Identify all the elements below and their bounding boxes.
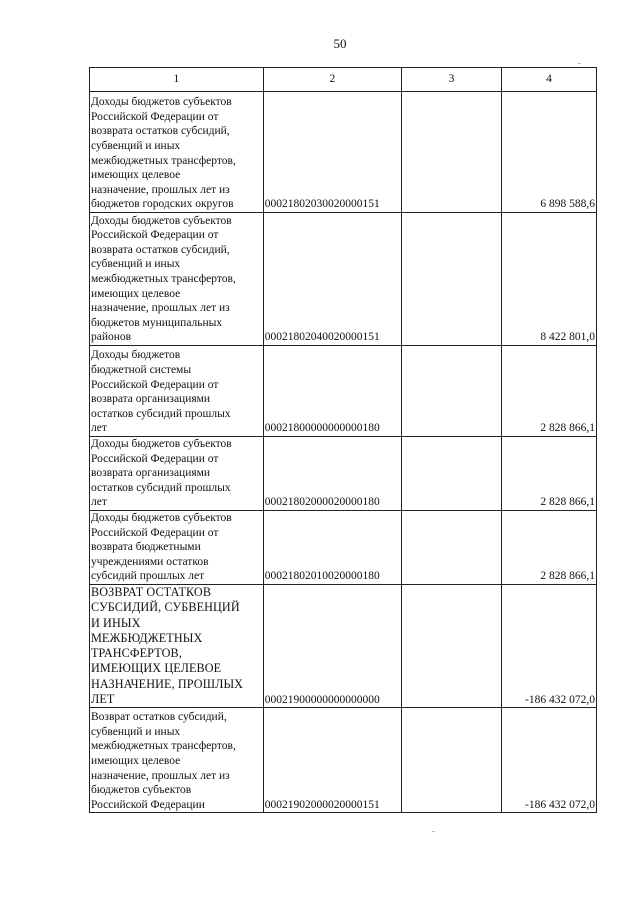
row-name: Доходы бюджетов бюджетной системы Российской Федерации от возврата организациями остатков субсидий прошлых лет xyxy=(90,346,264,437)
row-amount: -186 432 072,0 xyxy=(502,585,597,708)
column-header-3: 3 xyxy=(402,68,502,92)
table-row xyxy=(90,708,597,813)
row-col3 xyxy=(402,346,502,437)
row-code: 00021802040020000151 xyxy=(263,213,401,346)
row-col3 xyxy=(402,585,502,708)
table-row xyxy=(90,92,597,213)
row-code: 00021902000020000151 xyxy=(263,708,401,813)
page-number: 50 xyxy=(333,36,347,51)
row-name: Возврат остатков субсидий, субвенций и иных межбюджетных трансфертов, имеющих целевое назначение, прошлых лет из бюджетов субъектов Российской Федерации xyxy=(90,708,264,813)
row-code: 00021802010020000180 xyxy=(263,511,401,585)
row-col3 xyxy=(402,437,502,511)
row-amount: 2 828 866,1 xyxy=(502,437,597,511)
table-row xyxy=(90,511,597,585)
row-amount: 6 898 588,6 xyxy=(502,92,597,213)
row-col3 xyxy=(402,213,502,346)
row-name: Доходы бюджетов субъектов Российской Федерации от возврата бюджетными учреждениями остатков субсидий прошлых лет xyxy=(90,511,264,585)
row-col3 xyxy=(402,708,502,813)
row-name: Доходы бюджетов субъектов Российской Федерации от возврата организациями остатков субсидий прошлых лет xyxy=(90,437,264,511)
row-amount: 8 422 801,0 xyxy=(502,213,597,346)
row-code: 00021900000000000000 xyxy=(263,585,401,708)
row-code: 00021800000000000180 xyxy=(263,346,401,437)
row-name: Доходы бюджетов субъектов Российской Федерации от возврата остатков субсидий, субвенций и иных межбюджетных трансфертов, имеющих целевое назначение, прошлых лет из бюджетов городских округов xyxy=(90,92,264,213)
row-amount: -186 432 072,0 xyxy=(502,708,597,813)
budget-revenue-table xyxy=(89,67,597,813)
row-amount: 2 828 866,1 xyxy=(502,511,597,585)
row-col3 xyxy=(402,92,502,213)
column-header-2: 2 xyxy=(263,68,401,92)
scan-speck xyxy=(578,63,581,64)
row-col3 xyxy=(402,511,502,585)
row-name: Доходы бюджетов субъектов Российской Федерации от возврата остатков субсидий, субвенций и иных межбюджетных трансфертов, имеющих целевое назначение, прошлых лет из бюджетов муниципальных районов xyxy=(90,213,264,346)
table-row xyxy=(90,213,597,346)
row-amount: 2 828 866,1 xyxy=(502,346,597,437)
row-code: 00021802000020000180 xyxy=(263,437,401,511)
column-header-1: 1 xyxy=(90,68,264,92)
column-header-4: 4 xyxy=(502,68,597,92)
table-header-row xyxy=(90,68,597,92)
scan-speck xyxy=(432,831,435,832)
row-code: 00021802030020000151 xyxy=(263,92,401,213)
table-row xyxy=(90,437,597,511)
row-name: ВОЗВРАТ ОСТАТКОВ СУБСИДИЙ, СУБВЕНЦИЙ И ИНЫХ МЕЖБЮДЖЕТНЫХ ТРАНСФЕРТОВ, ИМЕЮЩИХ ЦЕЛЕВОЕ НАЗНАЧЕНИЕ, ПРОШЛЫХ ЛЕТ xyxy=(90,585,264,708)
table-row xyxy=(90,346,597,437)
table-row xyxy=(90,585,597,708)
